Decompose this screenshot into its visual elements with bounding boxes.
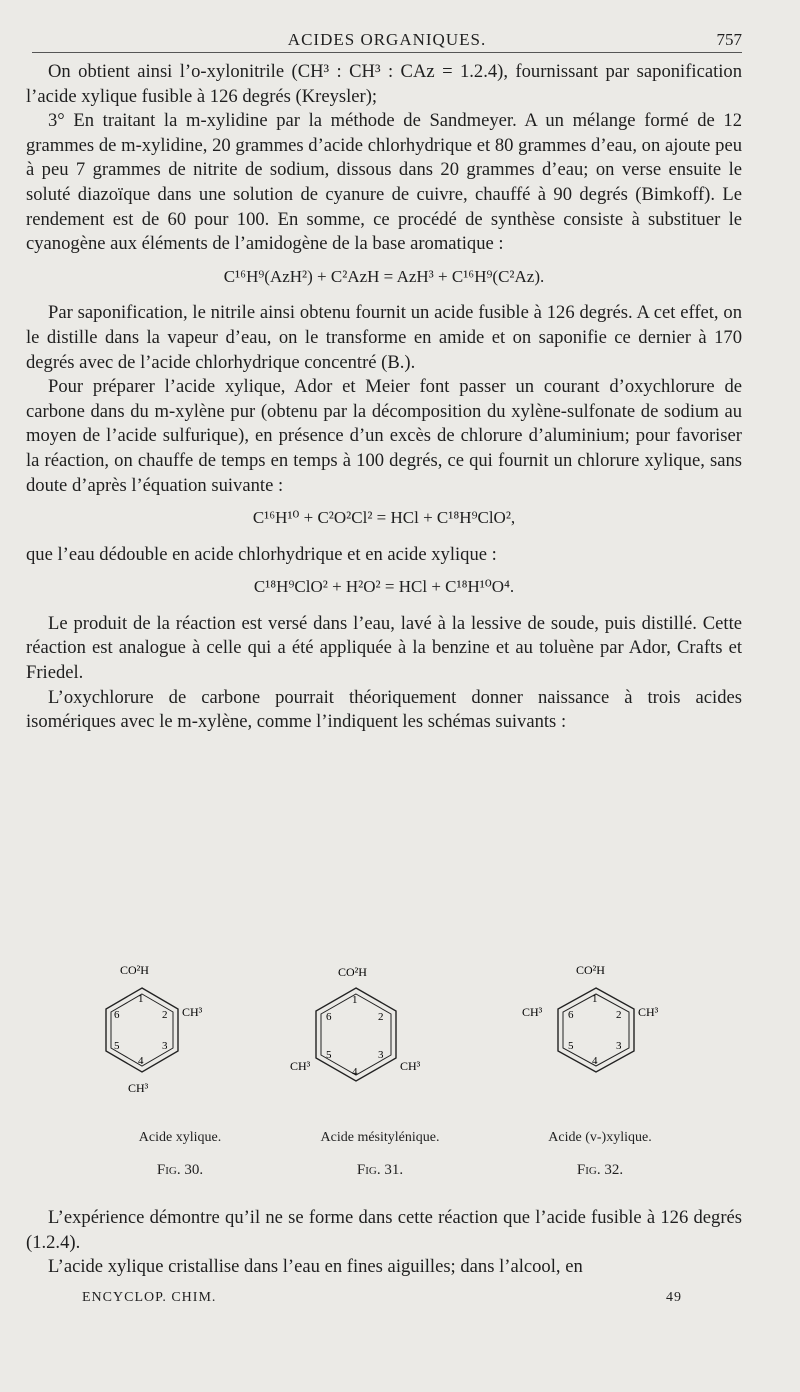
substituent-top: CO²H — [576, 963, 605, 977]
footer-signature: ENCYCLOP. CHIM. — [82, 1290, 217, 1305]
figure-acide-mesitylenique — [290, 958, 470, 1178]
figure-acide-v-xylique — [510, 958, 690, 1178]
paragraph: L’expérience démontre qu’il ne se forme dans cette réaction que l’acide fusible à 126 degrés (1.2.4). — [26, 1207, 742, 1253]
ring-number: 1 — [352, 994, 358, 1006]
ring-number: 5 — [568, 1040, 574, 1052]
running-title: ACIDES ORGANIQUES. — [287, 30, 487, 49]
figure-caption: Acide mésitylénique. — [320, 1130, 440, 1145]
equation: C¹⁶H⁹(AzH²) + C²AzH = AzH³ + C¹⁶H⁹(C²Az). — [223, 266, 545, 286]
ring-number: 3 — [162, 1040, 168, 1052]
main-text — [26, 60, 742, 735]
paragraph: Par saponification, le nitrile ainsi obtenu fournit un acide fusible à 126 degrés. A cet effet, on le distille dans la vapeur d’eau, on le transforme en amide et on saponifie ce dernier à 170 degrés avec de l’acide chlorhydrique concentré (B.). — [26, 302, 742, 373]
substituent-left: CH³ — [290, 1059, 311, 1073]
ring-number: 4 — [138, 1055, 144, 1067]
ring-number: 4 — [352, 1066, 358, 1078]
substituent-right: CH³ — [638, 1005, 659, 1019]
page-header — [32, 30, 742, 53]
paragraph: On obtient ainsi l’o-xylonitrile (CH³ : CH³ : CAz = 1.2.4), fournissant par saponification l’acide xylique fusible à 126 degrés (Kreysler); — [26, 61, 742, 107]
substituent-left: CH³ — [522, 1005, 543, 1019]
figures-row — [90, 958, 710, 1198]
paragraph: 3° En traitant la m-xylidine par la méthode de Sandmeyer. A un mélange formé de 12 grammes de m-xylidine, 20 grammes d’acide chlorhydrique et 80 grammes d’eau, on ajoute peu à peu 7 grammes de nitrite de sodium, dissous dans 20 grammes d’eau; on verse ensuite le soluté diazoïque dans une solution de cyanure de cuivre, chauffé à 90 degrés (Bimkoff). Le rendement est de 60 pour 100. En somme, ce procédé de synthèse consiste à substituer le cyanogène aux éléments de l’amidogène de la base aromatique : — [26, 110, 742, 255]
benzene-ring-diagram — [290, 958, 470, 1128]
page-number: 757 — [716, 30, 742, 49]
paragraph: L’acide xylique cristallise dans l’eau en fines aiguilles; dans l’alcool, en — [48, 1256, 583, 1278]
benzene-ring-diagram — [510, 958, 690, 1128]
figure-caption: Acide xylique. — [138, 1130, 222, 1145]
substituent-bottom: CH³ — [128, 1081, 149, 1095]
ring-number: 6 — [326, 1011, 332, 1023]
ring-number: 1 — [138, 993, 144, 1005]
substituent-right: CH³ — [182, 1005, 203, 1019]
ring-number: 2 — [378, 1011, 384, 1023]
ring-number: 2 — [162, 1009, 168, 1021]
ring-number: 2 — [616, 1009, 622, 1021]
benzene-ring-diagram — [90, 958, 270, 1128]
ring-number: 6 — [568, 1009, 574, 1021]
figure-number: Fig. 30. — [156, 1162, 204, 1178]
ring-number: 3 — [378, 1049, 384, 1061]
ring-number: 3 — [616, 1040, 622, 1052]
ring-number: 5 — [114, 1040, 120, 1052]
figure-acide-xylique — [90, 958, 270, 1178]
paragraph: Le produit de la réaction est versé dans l’eau, lavé à la lessive de soude, puis distillé. Cette réaction est analogue à celle qui a été appliquée à la benzine et au toluène par Ador, Crafts et Friedel. — [26, 612, 742, 684]
paragraph: Pour préparer l’acide xylique, Ador et Meier font passer un courant d’oxychlorure de carbone dans du m-xylène pur (obtenu par la décomposition du xylène-sulfonate de sodium au moyen de l’acide sulfurique), en présence d’un excès de chlorure d’aluminium; pour favoriser la réaction, on chauffe de temps en temps à 100 degrés, ce qui fournit un chlorure xylique, sans doute d’après l’équation suivante : — [26, 376, 742, 496]
figure-number: Fig. 31. — [356, 1162, 404, 1178]
equation: C¹⁸H⁹ClO² + H²O² = HCl + C¹⁸H¹⁰O⁴. — [253, 577, 515, 597]
footer-sheet-number: 49 — [666, 1290, 682, 1305]
figure-caption: Acide (v-)xylique. — [548, 1130, 652, 1145]
ring-number: 1 — [592, 993, 598, 1005]
ring-number: 5 — [326, 1049, 332, 1061]
ring-number: 6 — [114, 1009, 120, 1021]
paragraph: L’oxychlorure de carbone pourrait théoriquement donner naissance à trois acides isomériques avec le m-xylène, comme l’indiquent les schémas suivants : — [26, 686, 742, 733]
substituent-top: CO²H — [338, 965, 367, 979]
substituent-right: CH³ — [400, 1059, 421, 1073]
figure-number: Fig. 32. — [576, 1162, 624, 1178]
equation: C¹⁶H¹⁰ + C²O²Cl² = HCl + C¹⁸H⁹ClO², — [252, 508, 516, 528]
closing-text — [26, 1206, 742, 1280]
ring-number: 4 — [592, 1055, 598, 1067]
substituent-top: CO²H — [120, 963, 149, 977]
paragraph: que l’eau dédouble en acide chlorhydrique et en acide xylique : — [26, 543, 497, 565]
